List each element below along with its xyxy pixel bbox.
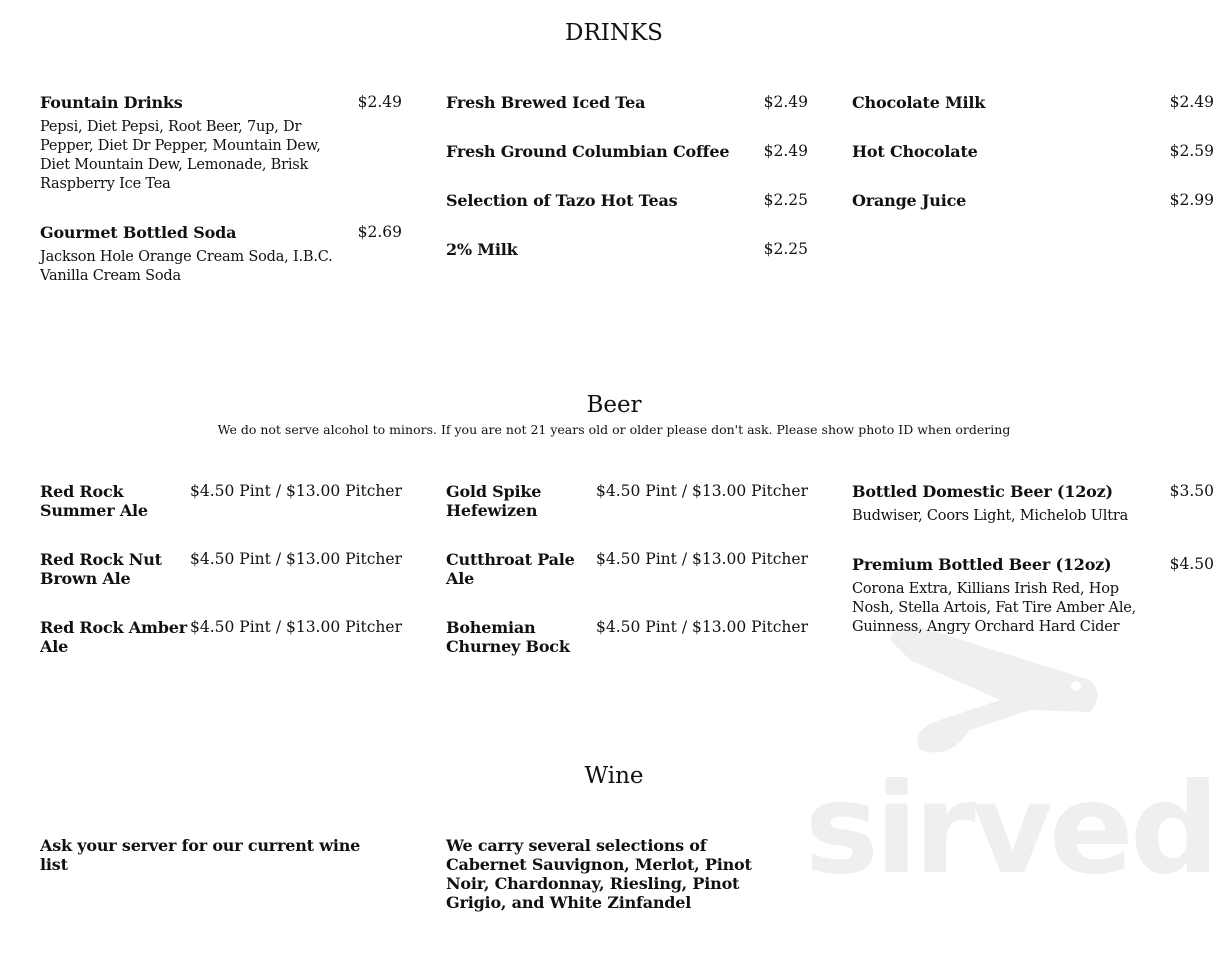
menu-item <box>852 555 1214 637</box>
item-price: $2.49 <box>1169 93 1214 111</box>
item-name: Bohemian Churney Bock <box>446 618 570 656</box>
item-name: Cutthroat Pale Ale <box>446 550 575 588</box>
drinks-section-title: DRINKS <box>565 20 663 46</box>
item-name: Fresh Ground Columbian Coffee <box>446 142 730 161</box>
item-description: Corona Extra, Killians Irish Red, Hop Nosh, Stella Artois, Fat Tire Amber Ale, Guinness, Angry Orchard Hard Cider <box>852 581 1137 635</box>
sirved-watermark-logo <box>800 600 1220 900</box>
item-name: Red Rock Summer Ale <box>40 482 148 520</box>
item-price: $4.50 <box>1169 555 1214 573</box>
item-name: Selection of Tazo Hot Teas <box>446 191 678 210</box>
menu-item <box>852 142 1214 161</box>
wine-section-title: Wine <box>584 763 644 789</box>
svg-text:sirved: sirved <box>804 757 1216 900</box>
menu-item <box>40 93 402 194</box>
item-name: Bottled Domestic Beer (12oz) <box>852 482 1113 501</box>
item-name: Orange Juice <box>852 191 967 210</box>
item-price: $4.50 Pint / $13.00 Pitcher <box>596 550 808 568</box>
item-price: $2.49 <box>357 93 402 111</box>
item-price: $2.69 <box>357 223 402 241</box>
menu-item <box>446 191 808 210</box>
item-price: $3.50 <box>1169 482 1214 500</box>
menu-item <box>446 142 808 161</box>
item-name: Premium Bottled Beer (12oz) <box>852 555 1112 574</box>
item-name: Red Rock Nut Brown Ale <box>40 550 162 588</box>
item-price: $4.50 Pint / $13.00 Pitcher <box>596 482 808 500</box>
menu-item <box>446 618 808 656</box>
item-price: $4.50 Pint / $13.00 Pitcher <box>190 618 402 636</box>
wine-item: Ask your server for our current wine list <box>40 836 361 874</box>
menu-item <box>40 618 402 656</box>
menu-item <box>40 223 402 286</box>
menu-item <box>40 550 402 588</box>
item-price: $2.25 <box>763 240 808 258</box>
item-price: $2.25 <box>763 191 808 209</box>
item-price: $4.50 Pint / $13.00 Pitcher <box>190 482 402 500</box>
menu-item <box>446 482 808 520</box>
item-name: Gourmet Bottled Soda <box>40 223 237 242</box>
wine-item: We carry several selections of Cabernet Sauvignon, Merlot, Pinot Noir, Chardonnay, Riesling, Pinot Grigio, and White Zinfandel <box>446 836 752 912</box>
item-price: $2.99 <box>1169 191 1214 209</box>
menu-item <box>40 482 402 520</box>
menu-item <box>852 93 1214 112</box>
item-description: Budwiser, Coors Light, Michelob Ultra <box>852 508 1129 524</box>
item-name: Chocolate Milk <box>852 93 986 112</box>
item-price: $4.50 Pint / $13.00 Pitcher <box>596 618 808 636</box>
item-description: Pepsi, Diet Pepsi, Root Beer, 7up, Dr Pepper, Diet Dr Pepper, Mountain Dew, Diet Mountain Dew, Lemonade, Brisk Raspberry Ice Tea <box>40 119 321 192</box>
beer-section-title: Beer <box>586 392 642 418</box>
item-price: $2.59 <box>1169 142 1214 160</box>
alcohol-notice: We do not serve alcohol to minors. If you are not 21 years old or older please don't ask. Please show photo ID when ordering <box>217 422 1011 437</box>
item-name: Fountain Drinks <box>40 93 183 112</box>
item-name: Fresh Brewed Iced Tea <box>446 93 646 112</box>
item-price: $2.49 <box>763 142 808 160</box>
menu-item <box>852 482 1214 526</box>
menu-item <box>852 191 1214 210</box>
item-description: Jackson Hole Orange Cream Soda, I.B.C. Vanilla Cream Soda <box>40 249 333 284</box>
item-price: $2.49 <box>763 93 808 111</box>
menu-item <box>446 93 808 112</box>
menu-item <box>446 240 808 259</box>
item-name: 2% Milk <box>446 240 518 259</box>
item-name: Gold Spike Hefewizen <box>446 482 542 520</box>
item-price: $4.50 Pint / $13.00 Pitcher <box>190 550 402 568</box>
menu-item <box>446 550 808 588</box>
item-name: Hot Chocolate <box>852 142 978 161</box>
item-name: Red Rock Amber Ale <box>40 618 187 656</box>
